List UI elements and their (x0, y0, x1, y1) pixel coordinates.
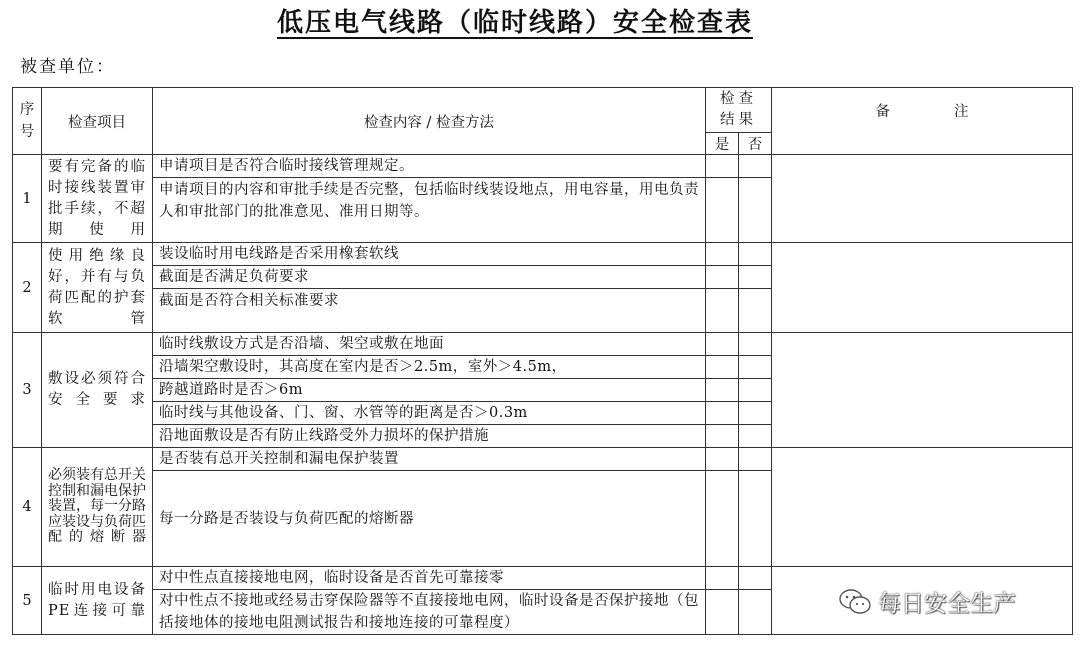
result-no-cell[interactable] (739, 590, 772, 635)
section-number: 3 (13, 333, 42, 448)
check-item: 要有完备的临时接线装置审批手续，不超期使用 (42, 155, 153, 243)
result-no-cell[interactable] (739, 471, 772, 567)
result-yes-cell[interactable] (706, 448, 739, 471)
result-yes-cell[interactable] (706, 178, 739, 243)
result-yes-cell[interactable] (706, 289, 739, 333)
table-row (13, 155, 1073, 178)
header-content: 检查内容 / 检查方法 (153, 88, 706, 155)
result-no-cell[interactable] (739, 333, 772, 356)
check-content: 申请项目是否符合临时接线管理规定。 (153, 155, 706, 178)
watermark (838, 585, 1016, 618)
check-content: 截面是否符合相关标准要求 (153, 289, 706, 333)
check-content: 沿墙架空敷设时，其高度在室内是否＞2.5m，室外＞4.5m， (153, 356, 706, 379)
result-no-cell[interactable] (739, 448, 772, 471)
result-no-cell[interactable] (739, 289, 772, 333)
result-yes-cell[interactable] (706, 567, 739, 590)
result-yes-cell[interactable] (706, 590, 739, 635)
result-no-cell[interactable] (739, 567, 772, 590)
table-row (13, 448, 1073, 471)
check-content: 临时线敷设方式是否沿墙、架空或敷在地面 (153, 333, 706, 356)
wechat-icon (838, 588, 872, 616)
check-content: 对中性点直接接地电网，临时设备是否首先可靠接零 (153, 567, 706, 590)
check-content: 沿地面敷设是否有防止线路受外力损坏的保护措施 (153, 425, 706, 448)
header-remark: 备 注 (772, 88, 1073, 155)
remark-cell[interactable] (772, 333, 1073, 448)
check-item: 临时用电设备PE连接可靠 (42, 567, 153, 635)
section-number: 2 (13, 243, 42, 333)
result-yes-cell[interactable] (706, 425, 739, 448)
check-content: 是否装有总开关控制和漏电保护装置 (153, 448, 706, 471)
section-number: 1 (13, 155, 42, 243)
result-no-cell[interactable] (739, 402, 772, 425)
result-yes-cell[interactable] (706, 471, 739, 567)
check-item: 必须装有总开关控制和漏电保护装置，每一分路应装设与负荷匹配的熔断器 (42, 448, 153, 567)
result-yes-cell[interactable] (706, 155, 739, 178)
header-no-result: 否 (739, 133, 772, 155)
result-yes-cell[interactable] (706, 379, 739, 402)
result-no-cell[interactable] (739, 356, 772, 379)
result-yes-cell[interactable] (706, 356, 739, 379)
remark-cell[interactable] (772, 243, 1073, 333)
inspected-unit-label: 被查单位： (20, 57, 115, 77)
header-no: 序号 (13, 88, 42, 155)
watermark-text: 每日安全生产 (878, 591, 1016, 617)
result-yes-cell[interactable] (706, 266, 739, 289)
result-yes-cell[interactable] (706, 243, 739, 266)
header-result: 检查结果 (706, 88, 772, 133)
check-content: 临时线与其他设备、门、窗、水管等的距离是否＞0.3m (153, 402, 706, 425)
header-item: 检查项目 (42, 88, 153, 155)
result-no-cell[interactable] (739, 425, 772, 448)
check-content: 截面是否满足负荷要求 (153, 266, 706, 289)
page-title: 低压电气线路（临时线路）安全检查表 (276, 8, 753, 38)
check-content: 申请项目的内容和审批手续是否完整，包括临时线装设地点，用电容量，用电负责人和审批部门的批准意见、准用日期等。 (153, 178, 706, 243)
check-content: 每一分路是否装设与负荷匹配的熔断器 (153, 471, 706, 567)
result-no-cell[interactable] (739, 379, 772, 402)
table-row (13, 333, 1073, 356)
check-content: 跨越道路时是否＞6m (153, 379, 706, 402)
result-yes-cell[interactable] (706, 333, 739, 356)
result-no-cell[interactable] (739, 178, 772, 243)
inspection-table (12, 87, 1073, 635)
check-content: 对中性点不接地或经易击穿保险器等不直接接地电网，临时设备是否保护接地（包括接地体的接地电阻测试报告和接地连接的可靠程度） (153, 590, 706, 635)
section-number: 4 (13, 448, 42, 567)
check-content: 装设临时用电线路是否采用橡套软线 (153, 243, 706, 266)
table-row (13, 243, 1073, 266)
result-no-cell[interactable] (739, 266, 772, 289)
remark-cell[interactable] (772, 448, 1073, 567)
header-yes: 是 (706, 133, 739, 155)
result-no-cell[interactable] (739, 243, 772, 266)
check-item: 使用绝缘良好，并有与负荷匹配的护套软管 (42, 243, 153, 333)
result-no-cell[interactable] (739, 155, 772, 178)
remark-cell[interactable] (772, 155, 1073, 243)
check-item: 敷设必须符合安全要求 (42, 333, 153, 448)
result-yes-cell[interactable] (706, 402, 739, 425)
section-number: 5 (13, 567, 42, 635)
